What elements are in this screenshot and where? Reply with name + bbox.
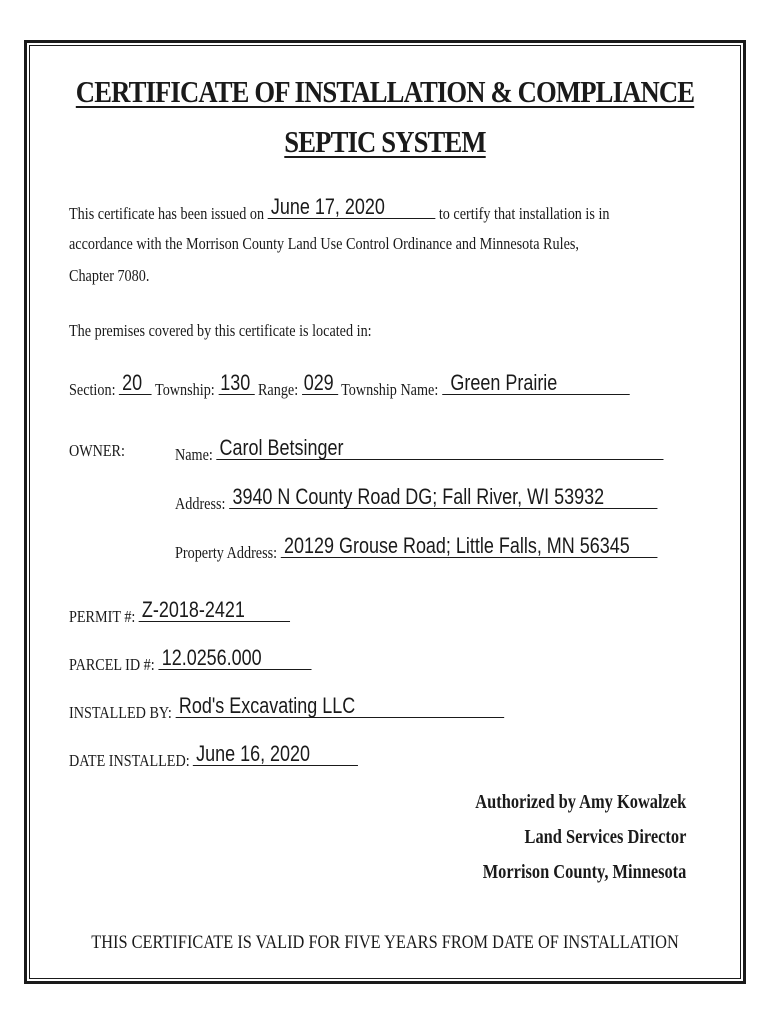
section-value: 20 [122,370,143,395]
owner-name-label: Name: [175,445,213,464]
range-label: Range: [257,380,299,399]
owner-address-label: Address: [175,494,226,513]
property-address-value: 20129 Grouse Road; Little Falls, MN 56345 [283,533,630,558]
parcel-value: 12.0256.000 [161,645,262,670]
intro-line-2: accordance with the Morrison County Land Use Control Ordinance and Minnesota Rules, [69,234,579,253]
intro-line-3: Chapter 7080. [69,266,150,285]
issue-date-value: June 17, 2020 [270,194,385,219]
township-name-label: Township Name: [341,380,439,399]
intro-prefix: This certificate has been issued on [69,204,265,223]
installer-label: INSTALLED BY: [69,703,172,722]
intro-line-1 [69,194,610,224]
township-name-field [442,370,629,395]
owner-address-line [175,484,657,514]
range-field [302,370,338,395]
issue-date-field [268,194,436,219]
date-installed-field [193,741,358,766]
owner-name-line [175,435,664,465]
authorizer-title: Land Services Director [524,826,686,848]
premises-location-line [69,370,629,400]
permit-line [69,597,290,627]
permit-field [139,597,290,622]
permit-value: Z-2018-2421 [142,597,246,622]
section-label: Section: [69,380,116,399]
authorized-by: Authorized by Amy Kowalzek [475,791,686,813]
date-installed-value: June 16, 2020 [196,741,311,766]
range-value: 029 [303,370,334,395]
certificate-title: CERTIFICATE OF INSTALLATION & COMPLIANCE [75,74,695,109]
township-field [218,370,254,395]
property-address-field [281,533,658,558]
owner-name-value: Carol Betsinger [219,435,344,460]
intro-suffix: to certify that installation is in [438,204,610,223]
property-address-label: Property Address: [175,543,278,562]
owner-address-value: 3940 N County Road DG; Fall River, WI 53932 [232,484,604,509]
parcel-line [69,645,311,675]
premises-heading: The premises covered by this certificate is located in: [69,321,372,340]
township-label: Township: [155,380,215,399]
installer-field [175,693,504,718]
date-installed-label: DATE INSTALLED: [69,751,190,770]
parcel-field [158,645,311,670]
validity-notice: THIS CERTIFICATE IS VALID FOR FIVE YEARS FROM DATE OF INSTALLATION [91,932,679,953]
owner-address-field [229,484,657,509]
township-value: 130 [219,370,250,395]
section-field [119,370,152,395]
certificate-subtitle: SEPTIC SYSTEM [284,124,486,159]
owner-label: OWNER: [69,441,125,460]
parcel-label: PARCEL ID #: [69,655,155,674]
owner-name-field [216,435,663,460]
authorizer-county: Morrison County, Minnesota [482,861,686,883]
installer-value: Rod's Excavating LLC [178,693,355,718]
township-name-value: Green Prairie [449,370,557,395]
date-installed-line [69,741,358,771]
permit-label: PERMIT #: [69,607,136,626]
installer-line [69,693,504,723]
property-address-line [175,533,657,563]
